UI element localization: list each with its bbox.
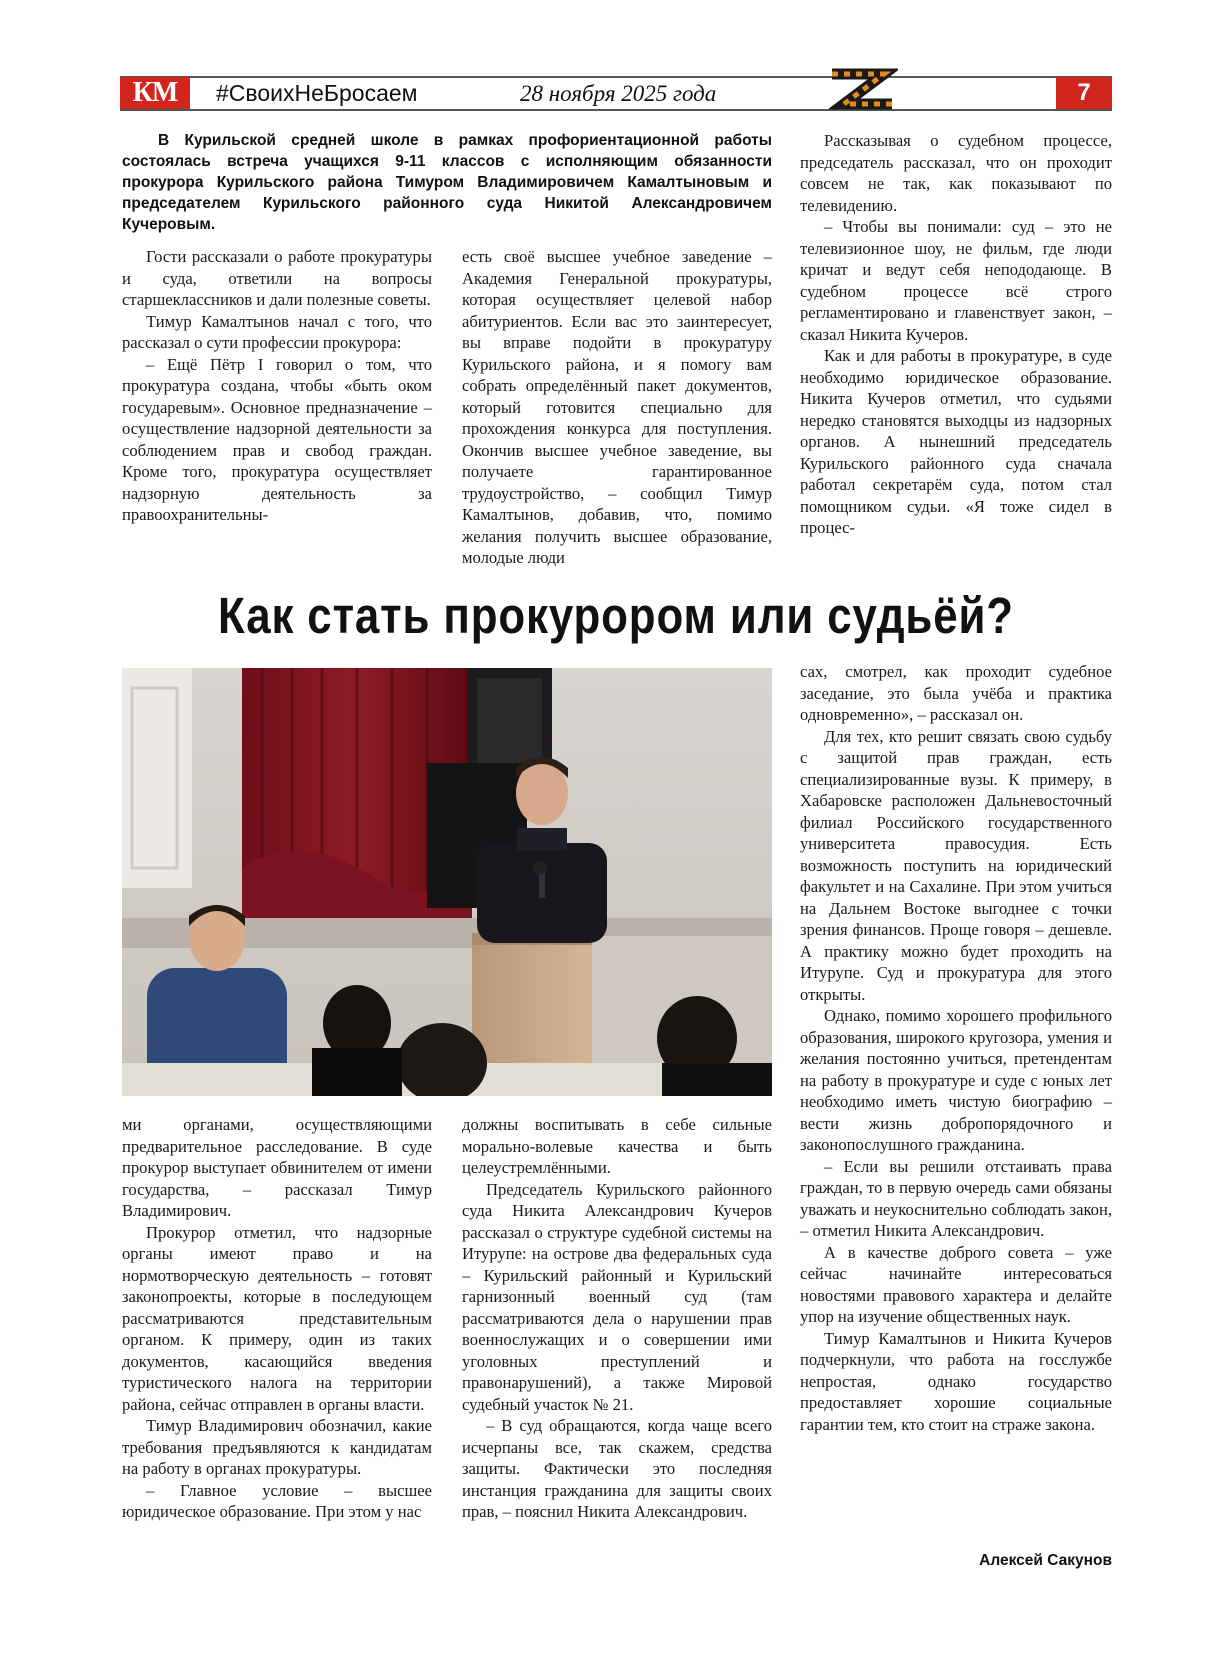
column-right-bottom	[800, 661, 1112, 1435]
paragraph: Тимур Камалтынов и Никита Кучеров подчеркнули, что работа на госслужбе непростая, однако государство предоставляет хорошие социальные гарантии тем, кто стоит на страже закона.	[800, 1328, 1112, 1434]
paragraph: Гости рассказали о работе прокуратуры и суда, ответили на вопросы старшеклассников и дали полезные советы.	[122, 247, 432, 309]
hashtag: #СвоихНеБросаем	[216, 80, 418, 106]
paragraph: А в качестве доброго совета – уже сейчас начинайте интересоваться новостями правового характера и делайте упор на изучение общественных наук.	[800, 1242, 1112, 1326]
issue-date: 28 ноября 2025 года	[520, 81, 717, 106]
paragraph: ми органами, осуществляющими предварительное расследование. В суде прокурор выступает обвинителем от имени государства, – рассказал Тимур Владимирович.	[122, 1115, 432, 1220]
column-bottom-middle	[462, 1114, 772, 1523]
paragraph: Тимур Владимирович обозначил, какие требования предъявляются к кандидатам на работу в органах прокуратуры.	[122, 1416, 432, 1478]
paragraph: Рассказывая о судебном процессе, председатель рассказал, что он проходит совсем не так, как показывают по телевидению.	[800, 131, 1112, 215]
paragraph: – Чтобы вы понимали: суд – это не телевизионное шоу, не фильм, где люди кричат и ведут себя непододающе. В судебном процессе всё строго регламентировано и главенствует закон, – сказал Никита Кучеров.	[800, 217, 1112, 344]
column-top-middle	[462, 246, 772, 569]
paragraph: Как и для работы в прокуратуре, в суде необходимо юридическое образование. Никита Кучеров отметил, что судьями нередко становятся выходцы из надзорных органов. А нынешний председатель Курильского районного суда сначала работал секретарём суда, потом стал помощником судьи. «Я тоже сидел в процес-	[800, 346, 1112, 537]
author-byline: Алексей Сакунов	[979, 1552, 1112, 1569]
column-top-left	[122, 246, 432, 526]
paragraph: – Если вы решили отстаивать права граждан, то в первую очередь сами обязаны уважать и неукоснительно соблюдать закон, – отметил Никита Александрович.	[800, 1156, 1112, 1240]
paragraph: Тимур Камалтынов начал с того, что рассказал о сути профессии прокурора:	[122, 311, 432, 352]
header-rule-bottom	[120, 109, 1112, 111]
publication-logo: КМ	[120, 77, 190, 109]
column-right-top	[800, 130, 1112, 539]
paragraph: должны воспитывать в себе сильные морально-волевые качества и быть целеустремлёнными.	[462, 1115, 772, 1177]
page-number: 7	[1056, 77, 1112, 109]
paragraph: – Главное условие – высшее юридическое образование. При этом у нас	[122, 1480, 432, 1521]
paragraph: Однако, помимо хорошего профильного образования, широкого кругозора, умения и желания постоянно учиться, претендентам на работу в прокуратуре и суде с юных лет необходимо иметь чистую биографию – вести жизнь добропорядочного и законопослушного гражданина.	[800, 1006, 1112, 1154]
paragraph: Председатель Курильского районного суда Никита Александрович Кучеров рассказал о структуре судебной системы на Итурупе: на острове два федеральных суда – Курильский районный и Курильский гарнизонный военный суд (там рассматриваются дела о нарушении прав военнослужащих и о совершении ими уголовных преступлений и правонарушений), а также Мировой судебный участок № 21.	[462, 1179, 772, 1414]
header-rule-top	[120, 76, 1112, 78]
paragraph: – В суд обращаются, когда чаще всего исчерпаны все, так скажем, средства защиты. Фактически это последняя инстанция гражданина для защиты своих прав, – пояснил Никита Александрович.	[462, 1416, 772, 1521]
paragraph: есть своё высшее учебное заведение – Академия Генеральной прокуратуры, которая осуществляет целевой набор абитуриентов. Если вас это заинтересует, вы вправе подойти в прокуратуру Курильского района, и я помогу вам собрать определённый пакет документов, который готовится специально для прохождения конкурса для поступления. Окончив высшее учебное заведение, вы получаете гарантированное трудоустройство, – сообщил Тимур Камалтынов, добавив, что, помимо желания получить высшее образование, молодые люди	[462, 247, 772, 567]
headline: Как стать прокурором или судьёй?	[218, 587, 1014, 644]
article-lead: В Курильской средней школе в рамках профориентационной работы состоялась встреча учащихся 9-11 классов с исполняющим обязанности прокурора Курильского района Тимуром Владимировичем Камалтыновым и председателем Курильского районного суда Никитой Александровичем Кучеровым.	[122, 132, 772, 233]
paragraph: Прокурор отметил, что надзорные органы имеют право и на нормотворческую деятельность – готовят законопроекты, которые в последующем рассматриваются представительным органом. К примеру, один из таких документов, касающийся введения туристического налога на территории района, сейчас отправлен в органы власти.	[122, 1222, 432, 1414]
paragraph: – Ещё Пётр I говорил о том, что прокуратура создана, чтобы «быть оком государевым». Основное предназначение – осуществление надзорной деятельности за соблюдением прав и свобод граждан. Кроме того, прокуратура осуществляет надзорную деятельность за правоохранительны-	[122, 354, 432, 524]
column-bottom-left	[122, 1114, 432, 1523]
article-photo	[122, 668, 772, 1096]
z-ribbon-icon	[826, 66, 898, 116]
paragraph: Для тех, кто решит связать свою судьбу с защитой прав граждан, есть специализированные вузы. К примеру, в Хабаровске расположен Дальневосточный филиал Российского государственного университета правосудия. Есть возможность поступить на юридический факультет и на Сахалине. При этом учиться на Дальнем Востоке выгоднее с точки зрения финансов. Проще говоря – дешевле. А практику можно будет проходить на Итурупе. Суд и прокуратура для этого открыты.	[800, 726, 1112, 1004]
paragraph: сах, смотрел, как проходит судебное заседание, это была учёба и практика одновременно», – рассказал он.	[800, 662, 1112, 724]
